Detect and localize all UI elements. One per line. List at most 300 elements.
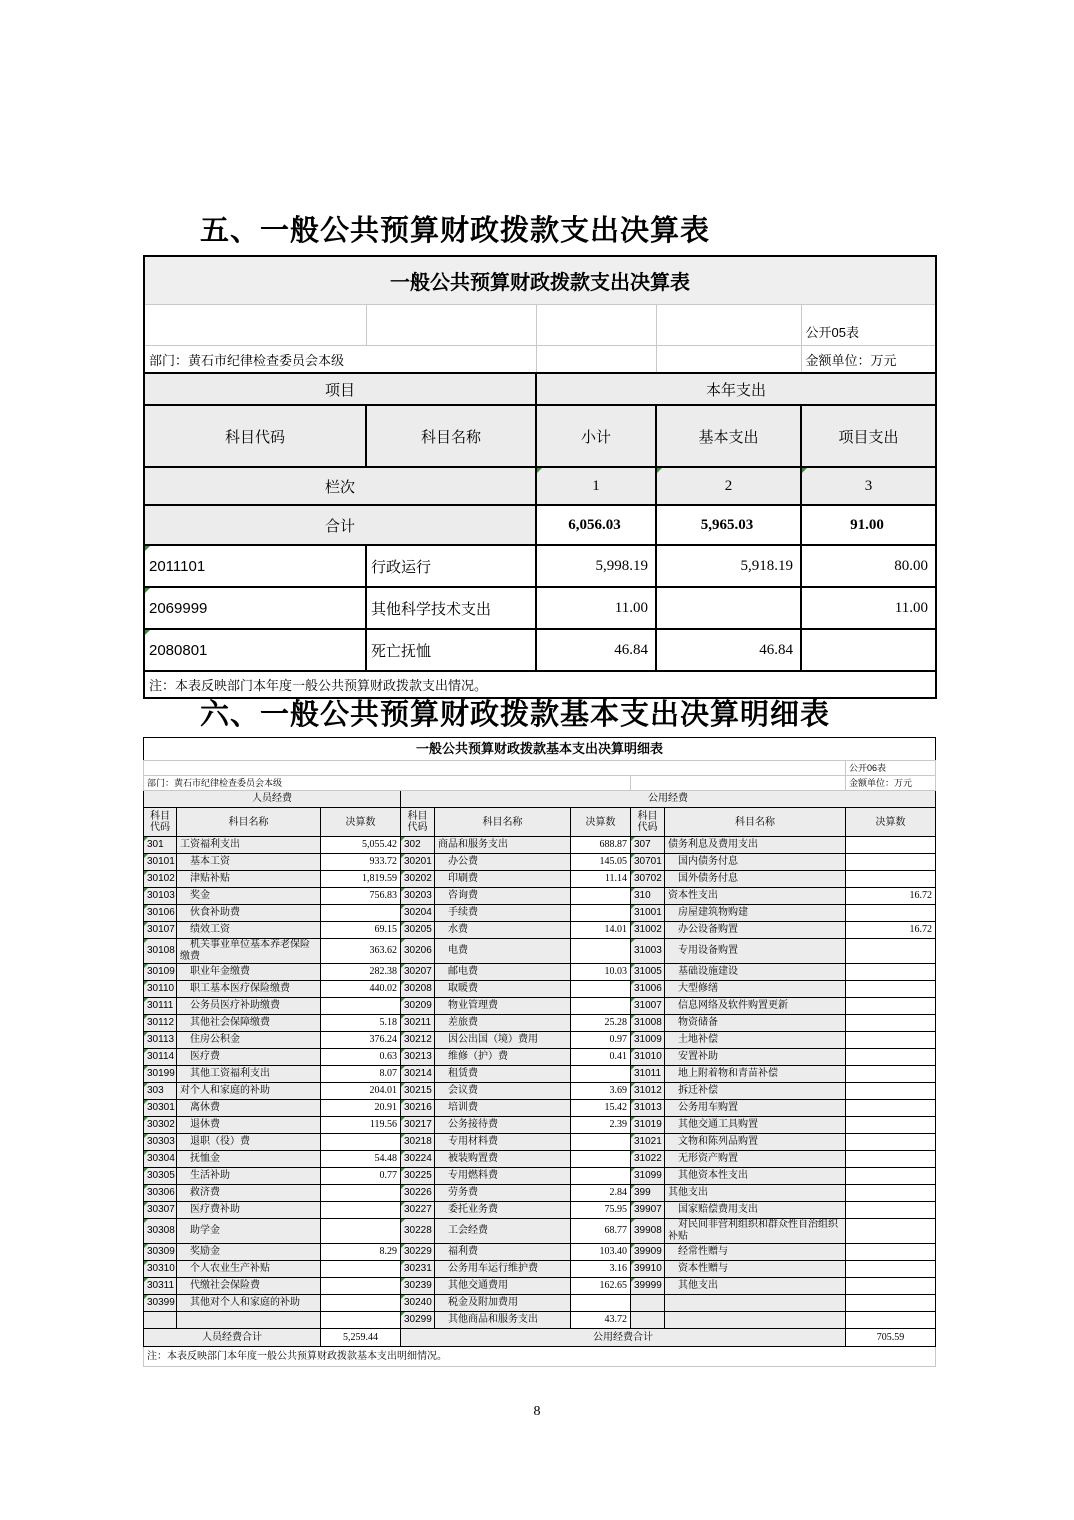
subject-name-cell: 医疗费补助	[177, 1202, 321, 1219]
amount-cell	[321, 1278, 401, 1295]
amount-cell	[846, 1278, 936, 1295]
subject-code-cell: 31011	[631, 1066, 665, 1083]
personnel-total-label: 人员经费合计	[144, 1329, 321, 1347]
table2-group-public: 公用经费	[401, 791, 936, 808]
subject-name-cell: 信息网络及软件购置更新	[665, 998, 846, 1015]
amount-cell	[846, 1202, 936, 1219]
subject-name-cell: 其他支出	[665, 1278, 846, 1295]
amount-cell: 0.63	[321, 1049, 401, 1066]
amount-cell	[321, 1134, 401, 1151]
subject-name-cell: 安置补助	[665, 1049, 846, 1066]
table2-data-row	[144, 888, 936, 905]
subject-code-cell: 31010	[631, 1049, 665, 1066]
subject-name-cell: 商品和服务支出	[435, 837, 571, 854]
subject-name-cell: 其他交通费用	[435, 1278, 571, 1295]
subject-name-cell: 抚恤金	[177, 1151, 321, 1168]
table2-data-row	[144, 905, 936, 922]
amount-cell	[571, 998, 631, 1015]
amount-cell	[846, 1244, 936, 1261]
table1-body	[144, 545, 936, 671]
subject-name-cell: 大型修缮	[665, 981, 846, 998]
table2-sheet-label: 公开06表	[846, 761, 936, 776]
table1-total-subtotal: 6,056.03	[536, 505, 656, 545]
amount-cell: 14.01	[571, 922, 631, 939]
subject-code-cell: 30215	[401, 1083, 435, 1100]
subject-code-cell: 30109	[144, 964, 177, 981]
subject-code-cell: 30307	[144, 1202, 177, 1219]
subject-code-cell: 30218	[401, 1134, 435, 1151]
amount-cell	[846, 1312, 936, 1329]
subject-name-cell: 公务用车购置	[665, 1100, 846, 1117]
amount-cell: 3.16	[571, 1261, 631, 1278]
subject-code-cell: 301	[144, 837, 177, 854]
amount-cell	[846, 1049, 936, 1066]
amount-cell	[846, 964, 936, 981]
amount-cell	[846, 981, 936, 998]
table1-note: 注：本表反映部门本年度一般公共预算财政拨款支出情况。	[144, 671, 936, 698]
subject-code-cell: 30199	[144, 1066, 177, 1083]
subject-code-cell: 30217	[401, 1117, 435, 1134]
project-amount-cell	[801, 629, 936, 671]
amount-cell: 376.24	[321, 1032, 401, 1049]
subject-code-cell: 30399	[144, 1295, 177, 1312]
subject-code-cell: 399	[631, 1185, 665, 1202]
amount-cell	[846, 905, 936, 922]
subject-code-cell: 30203	[401, 888, 435, 905]
amount-cell	[571, 905, 631, 922]
subject-name-cell: 办公费	[435, 854, 571, 871]
table1-total-basic: 5,965.03	[656, 505, 801, 545]
table2-data-row	[144, 1185, 936, 1202]
subtotal-amount-cell: 11.00	[536, 587, 656, 629]
subject-code-cell: 30107	[144, 922, 177, 939]
subject-code-cell: 30213	[401, 1049, 435, 1066]
table2-data-row	[144, 964, 936, 981]
amount-cell: 162.65	[571, 1278, 631, 1295]
table2-data-row	[144, 1278, 936, 1295]
amount-cell	[571, 981, 631, 998]
subject-name-cell: 文物和陈列品购置	[665, 1134, 846, 1151]
subject-name-cell: 地上附着物和青苗补偿	[665, 1066, 846, 1083]
subject-name-cell: 土地补偿	[665, 1032, 846, 1049]
subject-code-cell: 30227	[401, 1202, 435, 1219]
amount-cell: 16.72	[846, 888, 936, 905]
subject-name-cell: 死亡抚恤	[366, 629, 536, 671]
amount-cell	[846, 854, 936, 871]
amount-cell: 363.62	[321, 939, 401, 964]
subject-name-cell	[665, 1295, 846, 1312]
table1-lanci-1: 1	[536, 467, 656, 505]
subject-name-cell: 印刷费	[435, 871, 571, 888]
subject-code-cell: 30225	[401, 1168, 435, 1185]
amount-cell	[846, 1117, 936, 1134]
table2-title: 一般公共预算财政拨款基本支出决算明细表	[144, 738, 936, 761]
subject-name-cell: 差旅费	[435, 1015, 571, 1032]
subject-code-cell: 30303	[144, 1134, 177, 1151]
subject-name-cell: 专用材料费	[435, 1134, 571, 1151]
subject-code-cell: 303	[144, 1083, 177, 1100]
table2-col-code-3: 科目代码	[631, 808, 665, 837]
subject-code-cell: 31007	[631, 998, 665, 1015]
amount-cell	[321, 1295, 401, 1312]
subject-name-cell: 资本性赠与	[665, 1261, 846, 1278]
table1-col-code: 科目代码	[144, 405, 366, 467]
subject-name-cell: 职工基本医疗保险缴费	[177, 981, 321, 998]
subject-code-cell: 30206	[401, 939, 435, 964]
subject-code-cell: 30212	[401, 1032, 435, 1049]
subject-code-cell: 30208	[401, 981, 435, 998]
subject-name-cell: 其他工资福利支出	[177, 1066, 321, 1083]
subject-name-cell: 助学金	[177, 1219, 321, 1244]
subject-code-cell: 307	[631, 837, 665, 854]
subject-name-cell: 奖励金	[177, 1244, 321, 1261]
table2-col-amount-1: 决算数	[321, 808, 401, 837]
table1-sheet-label-row	[144, 305, 936, 346]
subject-code-cell: 30228	[401, 1219, 435, 1244]
subject-code-cell: 31009	[631, 1032, 665, 1049]
table2-data-row	[144, 998, 936, 1015]
subject-code-cell: 30302	[144, 1117, 177, 1134]
subject-code-cell: 31012	[631, 1083, 665, 1100]
amount-cell: 282.38	[321, 964, 401, 981]
subject-code-cell: 39910	[631, 1261, 665, 1278]
subject-code-cell: 31099	[631, 1168, 665, 1185]
subject-code-cell: 30216	[401, 1100, 435, 1117]
subject-code-cell: 30311	[144, 1278, 177, 1295]
subject-code-cell: 30114	[144, 1049, 177, 1066]
table2-data-row	[144, 1100, 936, 1117]
amount-cell: 933.72	[321, 854, 401, 871]
subject-code-cell: 30214	[401, 1066, 435, 1083]
table2-data-row	[144, 1083, 936, 1100]
table2-data-row	[144, 1168, 936, 1185]
subject-code-cell: 31022	[631, 1151, 665, 1168]
subject-code-cell: 30702	[631, 871, 665, 888]
subject-code-cell: 30113	[144, 1032, 177, 1049]
subject-code-cell: 30301	[144, 1100, 177, 1117]
subject-name-cell: 个人农业生产补贴	[177, 1261, 321, 1278]
subject-name-cell	[665, 1312, 846, 1329]
table2-data-row	[144, 854, 936, 871]
subject-name-cell: 住房公积金	[177, 1032, 321, 1049]
page-number: 8	[533, 1404, 541, 1419]
subject-name-cell: 公务接待费	[435, 1117, 571, 1134]
amount-cell	[321, 1312, 401, 1329]
subject-code-cell: 2011101	[144, 545, 366, 587]
table2-title-row	[144, 738, 936, 761]
subject-name-cell: 救济费	[177, 1185, 321, 1202]
table2-col-name-2: 科目名称	[435, 808, 571, 837]
amount-cell	[846, 1066, 936, 1083]
subject-name-cell: 其他对个人和家庭的补助	[177, 1295, 321, 1312]
subject-code-cell: 302	[401, 837, 435, 854]
table2-column-header-row	[144, 808, 936, 837]
subject-code-cell: 30209	[401, 998, 435, 1015]
subject-code-cell: 30106	[144, 905, 177, 922]
amount-cell: 43.72	[571, 1312, 631, 1329]
section6-heading: 六、一般公共预算财政拨款基本支出决算明细表	[200, 699, 831, 731]
project-amount-cell: 11.00	[801, 587, 936, 629]
subject-code-cell: 39908	[631, 1219, 665, 1244]
table1-column-header-row	[144, 405, 936, 467]
subject-name-cell: 基础设施建设	[665, 964, 846, 981]
subject-name-cell: 会议费	[435, 1083, 571, 1100]
subject-name-cell: 其他商品和服务支出	[435, 1312, 571, 1329]
subject-code-cell: 30211	[401, 1015, 435, 1032]
subject-name-cell: 专用燃料费	[435, 1168, 571, 1185]
amount-cell	[571, 939, 631, 964]
subject-name-cell: 拆迁补偿	[665, 1083, 846, 1100]
amount-cell: 20.91	[321, 1100, 401, 1117]
subject-name-cell: 劳务费	[435, 1185, 571, 1202]
table1-col-name: 科目名称	[366, 405, 536, 467]
table1-unit: 金额单位：万元	[801, 346, 936, 374]
subject-code-cell: 30101	[144, 854, 177, 871]
table1-total-label: 合计	[144, 505, 536, 545]
table2-data-row	[144, 1049, 936, 1066]
subject-name-cell: 其他资本性支出	[665, 1168, 846, 1185]
subject-name-cell: 离休费	[177, 1100, 321, 1117]
subject-name-cell: 津贴补贴	[177, 871, 321, 888]
table2-data-row	[144, 1066, 936, 1083]
subject-name-cell: 咨询费	[435, 888, 571, 905]
table1-sheet-label: 公开05表	[801, 305, 936, 346]
table2-note-row	[144, 1347, 936, 1367]
subject-code-cell: 2080801	[144, 629, 366, 671]
subtotal-amount-cell: 46.84	[536, 629, 656, 671]
subject-code-cell: 30308	[144, 1219, 177, 1244]
subject-name-cell: 对民间非营利组织和群众性自治组织补贴	[665, 1219, 846, 1244]
table1-lanci-label: 栏次	[144, 467, 536, 505]
table1-data-row	[144, 629, 936, 671]
subject-name-cell: 水费	[435, 922, 571, 939]
amount-cell	[846, 1134, 936, 1151]
amount-cell: 103.40	[571, 1244, 631, 1261]
subject-name-cell: 行政运行	[366, 545, 536, 587]
table1-group-project: 项目	[144, 373, 536, 405]
amount-cell	[846, 871, 936, 888]
table2-data-row	[144, 981, 936, 998]
subject-name-cell: 其他交通工具购置	[665, 1117, 846, 1134]
table1-col-basic: 基本支出	[656, 405, 801, 467]
subject-code-cell: 31002	[631, 922, 665, 939]
subject-name-cell: 公务员医疗补助缴费	[177, 998, 321, 1015]
table1-group-header-row	[144, 373, 936, 405]
amount-cell: 68.77	[571, 1219, 631, 1244]
subject-name-cell: 国外债务付息	[665, 871, 846, 888]
amount-cell	[846, 1261, 936, 1278]
subject-name-cell: 福利费	[435, 1244, 571, 1261]
subject-name-cell	[177, 1312, 321, 1329]
subject-name-cell: 其他社会保障缴费	[177, 1015, 321, 1032]
subject-code-cell: 30111	[144, 998, 177, 1015]
amount-cell: 5,055.42	[321, 837, 401, 854]
table1-data-row	[144, 545, 936, 587]
subject-code-cell: 30306	[144, 1185, 177, 1202]
table2-col-name-3: 科目名称	[665, 808, 846, 837]
amount-cell	[571, 1066, 631, 1083]
table1-total-row	[144, 505, 936, 545]
amount-cell: 16.72	[846, 922, 936, 939]
amount-cell: 2.39	[571, 1117, 631, 1134]
subject-name-cell: 电费	[435, 939, 571, 964]
subject-name-cell: 维修（护）费	[435, 1049, 571, 1066]
subject-code-cell	[631, 1295, 665, 1312]
subject-name-cell: 物资储备	[665, 1015, 846, 1032]
amount-cell: 0.97	[571, 1032, 631, 1049]
subject-name-cell: 奖金	[177, 888, 321, 905]
amount-cell	[321, 1202, 401, 1219]
table2-data-row	[144, 1202, 936, 1219]
subject-name-cell: 无形资产购置	[665, 1151, 846, 1168]
table1-department: 部门：黄石市纪律检查委员会本级	[144, 346, 536, 374]
subject-code-cell: 31003	[631, 939, 665, 964]
amount-cell: 75.95	[571, 1202, 631, 1219]
table2-data-row	[144, 837, 936, 854]
subject-name-cell: 其他支出	[665, 1185, 846, 1202]
subject-code-cell: 30226	[401, 1185, 435, 1202]
subject-code-cell: 30204	[401, 905, 435, 922]
table2-data-row	[144, 939, 936, 964]
subject-name-cell: 债务利息及费用支出	[665, 837, 846, 854]
subject-code-cell	[631, 1312, 665, 1329]
amount-cell: 0.41	[571, 1049, 631, 1066]
subject-name-cell: 税金及附加费用	[435, 1295, 571, 1312]
table1-title: 一般公共预算财政拨款支出决算表	[144, 256, 936, 305]
amount-cell: 440.02	[321, 981, 401, 998]
amount-cell	[846, 1219, 936, 1244]
subject-name-cell: 办公设备购置	[665, 922, 846, 939]
amount-cell	[846, 1032, 936, 1049]
table2-data-row	[144, 1117, 936, 1134]
table2-data-row	[144, 1312, 936, 1329]
amount-cell	[571, 1134, 631, 1151]
table2-data-row	[144, 1295, 936, 1312]
table1-col-subtotal: 小计	[536, 405, 656, 467]
subject-name-cell: 国家赔偿费用支出	[665, 1202, 846, 1219]
subject-name-cell: 培训费	[435, 1100, 571, 1117]
subject-code-cell: 30310	[144, 1261, 177, 1278]
amount-cell: 204.01	[321, 1083, 401, 1100]
subject-code-cell: 30229	[401, 1244, 435, 1261]
table2-col-amount-3: 决算数	[846, 808, 936, 837]
subject-name-cell: 代缴社会保险费	[177, 1278, 321, 1295]
subject-name-cell: 取暖费	[435, 981, 571, 998]
subject-code-cell: 30239	[401, 1278, 435, 1295]
table1-lanci-2: 2	[656, 467, 801, 505]
expenditure-summary-table	[143, 255, 937, 699]
amount-cell: 119.56	[321, 1117, 401, 1134]
table2-group-personnel: 人员经费	[144, 791, 401, 808]
amount-cell	[321, 1219, 401, 1244]
table2-col-amount-2: 决算数	[571, 808, 631, 837]
subject-code-cell: 30701	[631, 854, 665, 871]
subject-name-cell: 退休费	[177, 1117, 321, 1134]
table2-unit: 金额单位：万元	[846, 776, 936, 791]
subject-code-cell: 30205	[401, 922, 435, 939]
amount-cell: 54.48	[321, 1151, 401, 1168]
subject-code-cell: 30309	[144, 1244, 177, 1261]
amount-cell: 3.69	[571, 1083, 631, 1100]
subject-name-cell: 邮电费	[435, 964, 571, 981]
subject-code-cell: 30224	[401, 1151, 435, 1168]
table2-data-row	[144, 871, 936, 888]
subject-name-cell: 机关事业单位基本养老保险缴费	[177, 939, 321, 964]
table1-group-year-expenditure: 本年支出	[536, 373, 936, 405]
table1-total-project: 91.00	[801, 505, 936, 545]
amount-cell	[571, 888, 631, 905]
subject-name-cell: 被装购置费	[435, 1151, 571, 1168]
public-total-label: 公用经费合计	[401, 1329, 846, 1347]
table2-data-row	[144, 1151, 936, 1168]
subject-name-cell: 基本工资	[177, 854, 321, 871]
amount-cell	[571, 1151, 631, 1168]
subject-code-cell: 31006	[631, 981, 665, 998]
subject-name-cell: 经常性赠与	[665, 1244, 846, 1261]
amount-cell	[846, 1015, 936, 1032]
table2-col-code-2: 科目代码	[401, 808, 435, 837]
subject-name-cell: 退职（役）费	[177, 1134, 321, 1151]
personnel-total-amount: 5,259.44	[321, 1329, 401, 1347]
subject-code-cell: 30110	[144, 981, 177, 998]
table2-body	[144, 837, 936, 1329]
subject-code-cell: 30304	[144, 1151, 177, 1168]
subject-name-cell: 医疗费	[177, 1049, 321, 1066]
amount-cell	[571, 1168, 631, 1185]
subject-code-cell: 30240	[401, 1295, 435, 1312]
amount-cell: 0.77	[321, 1168, 401, 1185]
subject-code-cell: 39907	[631, 1202, 665, 1219]
table2-col-code-1: 科目代码	[144, 808, 177, 837]
basic-expenditure-detail-table	[143, 737, 936, 1367]
amount-cell: 8.29	[321, 1244, 401, 1261]
subject-name-cell: 国内债务付息	[665, 854, 846, 871]
subject-code-cell: 31005	[631, 964, 665, 981]
subject-code-cell: 31013	[631, 1100, 665, 1117]
subject-name-cell: 因公出国（境）费用	[435, 1032, 571, 1049]
subject-name-cell: 绩效工资	[177, 922, 321, 939]
subject-code-cell: 30112	[144, 1015, 177, 1032]
subject-name-cell: 公务用车运行维护费	[435, 1261, 571, 1278]
subject-code-cell: 30108	[144, 939, 177, 964]
subject-code-cell: 310	[631, 888, 665, 905]
table2-department: 部门：黄石市纪律检查委员会本级	[144, 776, 631, 791]
subject-name-cell: 房屋建筑物购建	[665, 905, 846, 922]
subject-code-cell: 30305	[144, 1168, 177, 1185]
amount-cell	[846, 1185, 936, 1202]
amount-cell	[321, 998, 401, 1015]
table2-data-row	[144, 1134, 936, 1151]
subject-code-cell: 31001	[631, 905, 665, 922]
subject-code-cell: 30299	[401, 1312, 435, 1329]
subject-name-cell: 职业年金缴费	[177, 964, 321, 981]
amount-cell	[846, 1083, 936, 1100]
table1-column-index-row	[144, 467, 936, 505]
subject-code-cell: 30231	[401, 1261, 435, 1278]
subject-code-cell: 31021	[631, 1134, 665, 1151]
table2-department-row	[144, 776, 936, 791]
amount-cell: 756.83	[321, 888, 401, 905]
subject-code-cell: 2069999	[144, 587, 366, 629]
table2-sheet-label-row	[144, 761, 936, 776]
subject-code-cell: 31008	[631, 1015, 665, 1032]
table2-summary-row	[144, 1329, 936, 1347]
subject-name-cell: 伙食补助费	[177, 905, 321, 922]
subject-code-cell: 39999	[631, 1278, 665, 1295]
subject-code-cell: 30202	[401, 871, 435, 888]
basic-amount-cell	[656, 587, 801, 629]
amount-cell: 69.15	[321, 922, 401, 939]
